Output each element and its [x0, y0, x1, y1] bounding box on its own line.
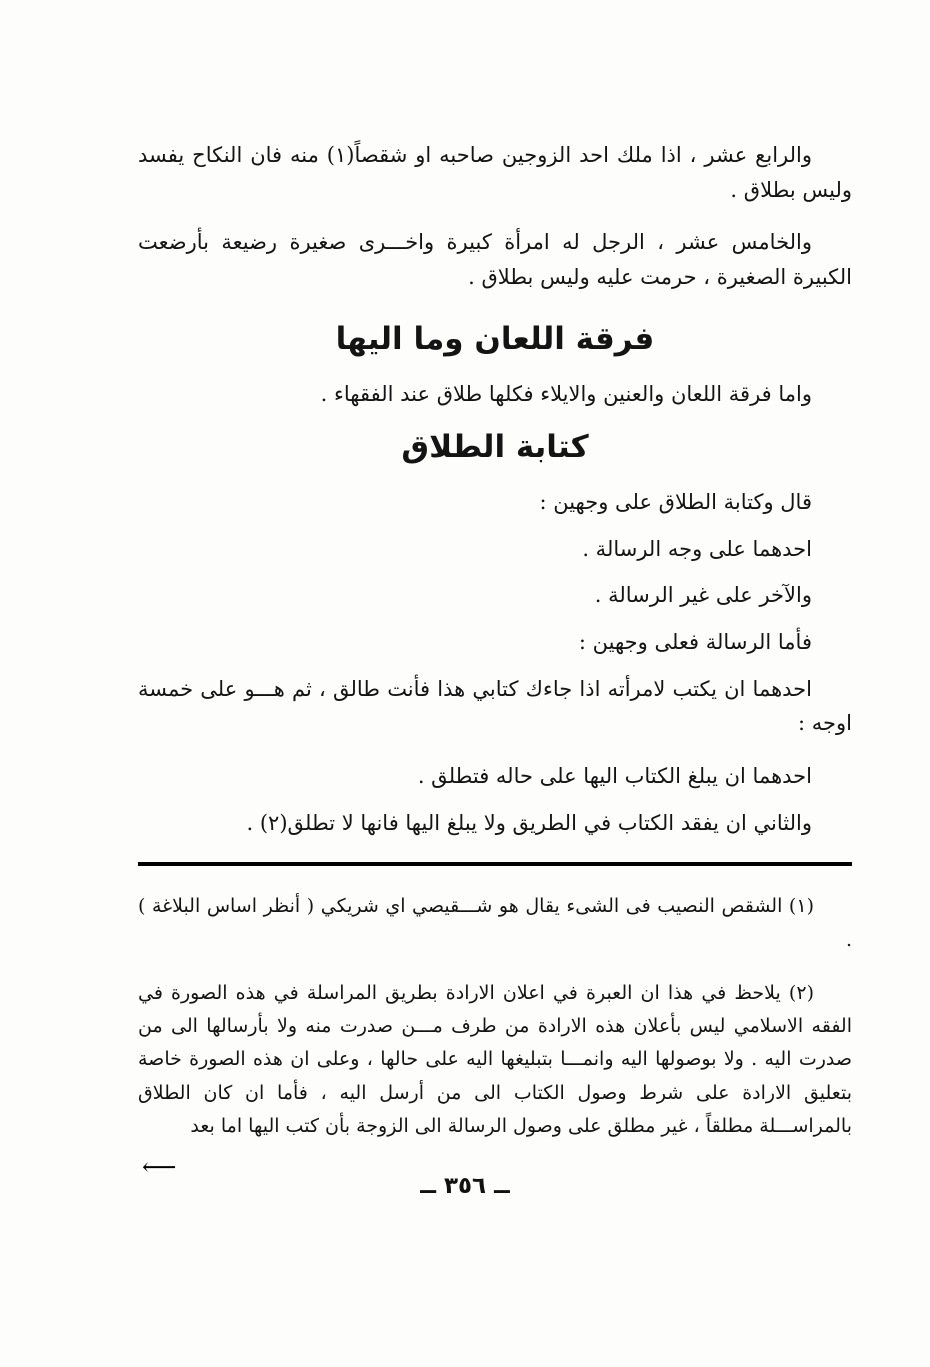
paragraph-second-manner: والآخر على غير الرسالة . — [594, 583, 812, 608]
section-heading-lian-separation: فرقة اللعان وما اليها — [335, 320, 655, 357]
paragraph-risala-intro: فأما الرسالة فعلى وجهين : — [578, 630, 812, 655]
paragraph-lian-intro: واما فرقة اللعان والعنين والايلاء فكلها طلاق عند الفقهاء . — [320, 381, 812, 406]
paragraph-first-writing-case: احدهما ان يكتب لامرأته اذا جاءك كتابي هذا فأنت طالق ، ثم هـــو على خمسة اوجه : — [138, 676, 852, 736]
page-body — [138, 138, 852, 1182]
paragraph-qala-intro: قال وكتابة الطلاق على وجهين : — [539, 490, 812, 515]
footnote-separator-rule — [138, 862, 852, 866]
paragraph-first-manner: احدهما على وجه الرسالة . — [582, 536, 812, 561]
section-heading-writing-divorce: كتابة الطلاق — [401, 429, 589, 466]
page-number: ــ ٣٥٦ ــ — [420, 1172, 510, 1199]
footnote-one: (١) الشقص النصيب فى الشىء يقال هو شـــقيصي اي شريكي ( أنظر اساس البلاغة ) . — [138, 895, 852, 951]
footnote-two: (٢) يلاحظ في هذا ان العبرة في اعلان الارادة بطريق المراسلة في هذه الصورة في الفقه الاسلامي ليس بأعلان هذه الارادة من طرف مـــن صدرت منه ولا بأرسالها الى من صدرت اليه . ولا بوصولها اليه وانمـــا بتبليغها اليه على حالها ، وعلى ان هذه الصورة خاصة بتعليق الارادة على شرط وصول الكتاب الى من أرسل اليه ، فأما ان كان الطلاق بالمراســـلة مطلقاً ، غير مطلق على وصول الرسالة الى الزوجة بأن كتب اليها اما بعد — [138, 981, 852, 1137]
continuation-arrow-icon: ⟵ — [142, 1153, 177, 1182]
paragraph-fourteenth-case: والرابع عشر ، اذا ملك احد الزوجين صاحبه او شقصاً(١) منه فان النكاح يفسد وليس بطلاق . — [138, 143, 852, 202]
paragraph-first-aspect: احدهما ان يبلغ الكتاب اليها على حاله فتطلق . — [417, 764, 812, 789]
paragraph-fifteenth-case: والخامس عشر ، الرجل له امرأة كبيرة واخـــرى صغيرة رضيعة بأرضعت الكبيرة الصغيرة ، حرمت عليه وليس بطلاق . — [138, 230, 852, 289]
paragraph-second-aspect: والثاني ان يفقد الكتاب في الطريق ولا يبلغ اليها فانها لا تطلق(٢) . — [246, 810, 812, 835]
